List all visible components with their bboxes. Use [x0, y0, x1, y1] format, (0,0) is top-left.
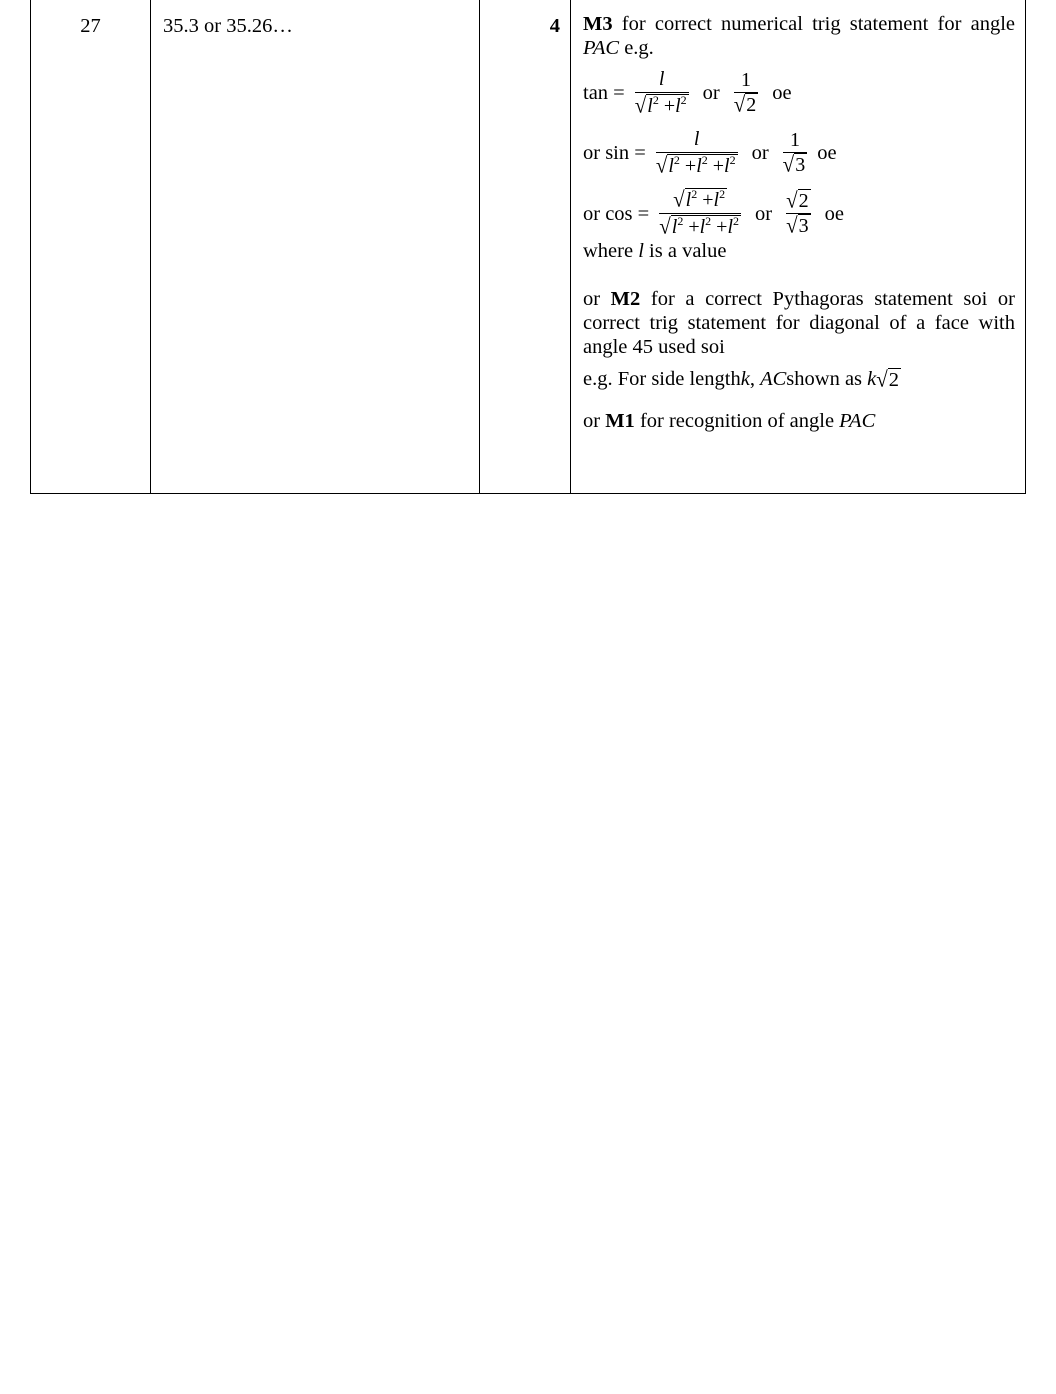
tan-equation: tan = l √ $l^2 +l^2$ or 1 √ 2 oe	[583, 68, 792, 118]
m3-label: M3	[583, 13, 613, 35]
m3-statement: M3 for correct numerical trig statement for angle PAC e.g.	[583, 13, 1015, 59]
cos-fraction: √ $l^2 +l^2$ √ $l^2 +l^2 +l^2$	[659, 186, 739, 239]
sin-fraction: l √ $l^2 +l^2 +l^2$	[655, 128, 736, 178]
mark-scheme-table	[30, 0, 1026, 494]
m1-label: M1	[605, 410, 635, 432]
marks-cell: 4	[480, 0, 571, 494]
m1-statement: or M1 for recognition of angle PAC	[583, 410, 876, 432]
tan-alt-fraction: 1 √ 2	[733, 69, 757, 117]
sin-alt-fraction: 1 √ 3	[782, 129, 806, 177]
sin-equation: or sin = l √ $l^2 +l^2 +l^2$ or 1 √ 3 oe	[583, 128, 837, 178]
cos-equation: or cos = √ $l^2 +l^2$ √ $l^2 +l^2 +l^2$ or √ 2 √ 3 oe	[583, 186, 844, 239]
answer-cell: 35.3 or 35.26…	[151, 0, 480, 494]
guidance-cell	[571, 0, 1026, 494]
tan-fraction: l √ $l^2 +l^2$	[634, 68, 687, 118]
question-number: 27	[31, 0, 151, 494]
m2-label: M2	[610, 288, 641, 310]
side-length-example: e.g. For side length k , AC shown as k √ 2	[583, 365, 900, 392]
where-note: where l is a value	[583, 240, 727, 262]
m2-statement: or M2 for a correct Pythagoras statement soi or correct trig statement for diagonal of a face with angle 45 used soi	[583, 288, 1015, 358]
table-row	[31, 0, 1026, 494]
cos-alt-fraction: √ 2 √ 3	[786, 187, 809, 238]
